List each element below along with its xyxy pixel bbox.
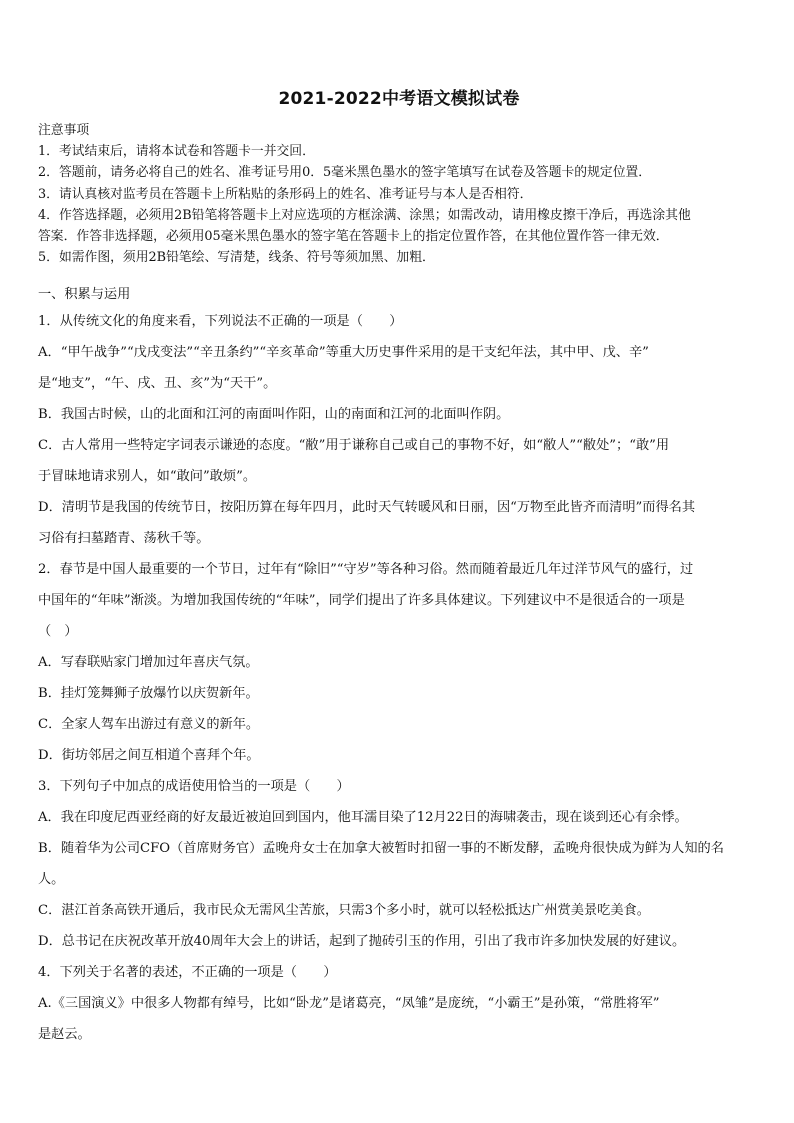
question-line: 4．下列关于名著的表述，不正确的一项是（ ） bbox=[38, 965, 337, 981]
notice-item: 2．答题前，请务必将自己的姓名、准考证号用0．5毫米黑色墨水的签字笔填写在试卷及答题卡的规定位置． bbox=[38, 165, 652, 181]
option-line: A．“甲午战争”“戊戌变法”“辛丑条约”“辛亥革命”等重大历史事件采用的是干支纪年法，其中甲、戊、辛” bbox=[38, 345, 649, 361]
option-line: D．清明节是我国的传统节日，按阳历算在每年四月，此时天气转暖风和日丽，因“万物至此皆齐而清明”而得名其 bbox=[38, 500, 696, 516]
question-line: 中国年的“年味”渐淡。为增加我国传统的“年味”，同学们提出了许多具体建议。下列建议中不是很适合的一项是 bbox=[38, 593, 685, 609]
notice-heading: 注意事项 bbox=[38, 123, 90, 138]
option-line: A.《三国演义》中很多人物都有绰号，比如“卧龙”是诸葛亮，“凤雏”是庞统，“小霸王”是孙策，“常胜将军” bbox=[38, 996, 660, 1012]
notice-item: 1．考试结束后，请将本试卷和答题卡一并交回． bbox=[38, 144, 315, 160]
option-line: B．挂灯笼舞狮子放爆竹以庆贺新年。 bbox=[38, 686, 259, 702]
notice-item: 答案．作答非选择题，必须用05毫米黑色墨水的签字笔在答题卡上的指定位置作答，在其他位置作答一律无效． bbox=[38, 229, 669, 245]
option-line: 习俗有扫墓踏青、荡秋千等。 bbox=[38, 531, 210, 547]
option-line: C．古人常用一些特定字词表示谦逊的态度。“敝”用于谦称自己或自己的事物不好，如“敝人”“敝处”；“敢”用 bbox=[38, 438, 670, 454]
option-line: A．写春联贴家门增加过年喜庆气氛。 bbox=[38, 655, 259, 671]
option-line: B．我国古时候，山的北面和江河的南面叫作阳，山的南面和江河的北面叫作阴。 bbox=[38, 407, 510, 423]
option-line: C．全家人驾车出游过有意义的新年。 bbox=[38, 717, 260, 733]
question-line: 1．从传统文化的角度来看，下列说法不正确的一项是（ ） bbox=[38, 314, 403, 330]
exam-title: 2021-2022中考语文模拟试卷 bbox=[278, 89, 520, 109]
exam-page bbox=[38, 88, 760, 1050]
notice-item: 3．请认真核对监考员在答题卡上所粘贴的条形码上的姓名、准考证号与本人是否相符． bbox=[38, 186, 533, 202]
option-line: 于冒昧地请求别人，如“敢问”敢烦”。 bbox=[38, 469, 257, 485]
option-line: D．街坊邻居之间互相道个喜拜个年。 bbox=[38, 748, 260, 764]
option-line: 是赵云。 bbox=[38, 1027, 91, 1043]
notice-block bbox=[38, 120, 760, 268]
notice-item: 4．作答选择题，必须用2B铅笔将答题卡上对应选项的方框涂满、涂黑；如需改动，请用橡皮擦干净后，再选涂其他 bbox=[38, 207, 691, 223]
option-line: A．我在印度尼西亚经商的好友最近被迫回到国内，他耳濡目染了12月22日的海啸袭击，现在谈到还心有余悸。 bbox=[38, 810, 688, 826]
option-line: D．总书记在庆祝改革开放40周年大会上的讲话，起到了抛砖引玉的作用，引出了我市许多加快发展的好建议。 bbox=[38, 934, 686, 950]
option-line: 人。 bbox=[38, 872, 65, 888]
notice-item: 5．如需作图，须用2B铅笔绘、写清楚，线条、符号等须加黑、加粗． bbox=[38, 250, 435, 266]
question-line: 2．春节是中国人最重要的一个节日，过年有“除旧”“守岁”等各种习俗。然而随着最近几年过洋节风气的盛行，过 bbox=[38, 562, 694, 578]
question-body bbox=[38, 306, 760, 1050]
option-line: B．随着华为公司CFO（首席财务官）孟晚舟女士在加拿大被暂时扣留一事的不断发酵，孟晚舟很快成为鲜为人知的名 bbox=[38, 841, 724, 857]
question-line: 3．下列句子中加点的成语使用恰当的一项是（ ） bbox=[38, 779, 350, 795]
option-line: C．湛江首条高铁开通后，我市民众无需风尘苦旅，只需3个多小时，就可以轻松抵达广州赏美景吃美食。 bbox=[38, 903, 650, 919]
option-line: 是“地支”，“午、戌、丑、亥”为“天干”。 bbox=[38, 376, 277, 392]
question-line: （ ） bbox=[38, 624, 78, 640]
section-heading: 一、积累与运用 bbox=[38, 287, 131, 303]
